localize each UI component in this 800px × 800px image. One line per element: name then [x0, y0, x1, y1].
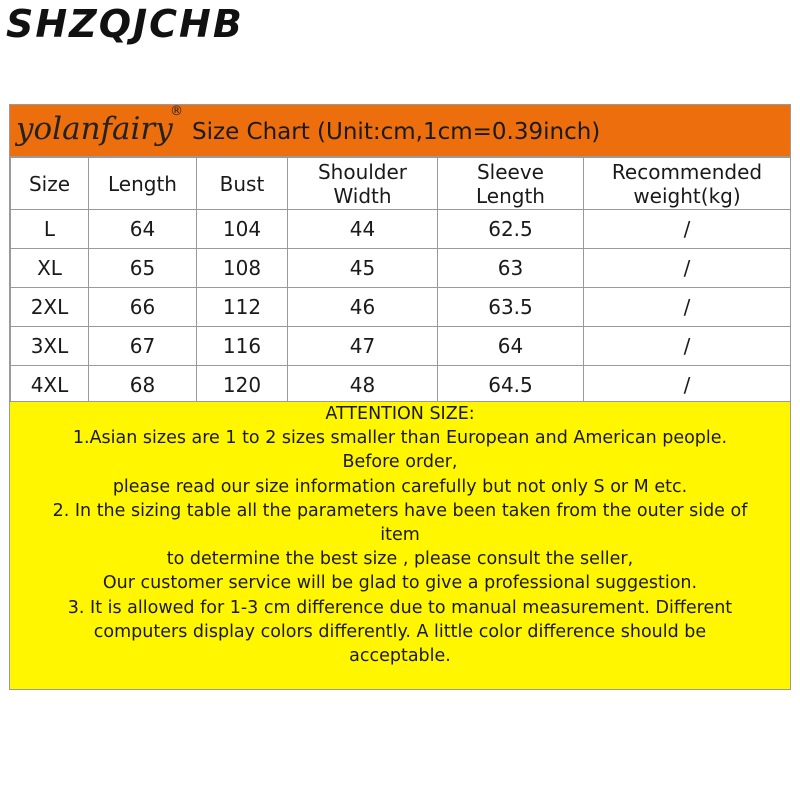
cell-length: 68 [89, 366, 197, 405]
attention-line: acceptable. [349, 646, 451, 667]
attention-line: 3. It is allowed for 1-3 cm difference due to manual measurement. Different [67, 597, 733, 618]
cell-shoulder: 44 [288, 210, 438, 249]
cell-size: 3XL [11, 327, 89, 366]
table-row [11, 249, 791, 288]
table-row [11, 366, 791, 405]
yolanfairy-logo: yolanfairy [16, 111, 173, 147]
cell-weight: / [584, 249, 791, 288]
cell-size: XL [11, 249, 89, 288]
cell-size: L [11, 210, 89, 249]
attention-heading: ATTENTION SIZE: [325, 404, 475, 424]
cell-weight: / [584, 210, 791, 249]
table-row [11, 288, 791, 327]
cell-sleeve: 64.5 [438, 366, 584, 405]
attention-line: computers display colors differently. A little color difference should be [93, 621, 707, 642]
cell-sleeve: 62.5 [438, 210, 584, 249]
cell-sleeve: 64 [438, 327, 584, 366]
attention-line: please read our size information carefully but not only S or M etc. [112, 476, 688, 497]
brand-name: SHZQJCHB [6, 2, 244, 46]
cell-bust: 112 [197, 288, 288, 327]
chart-header [10, 105, 790, 157]
cell-sleeve: 63 [438, 249, 584, 288]
cell-shoulder: 45 [288, 249, 438, 288]
header-shoulder-width: Shoulder Width [288, 158, 438, 210]
cell-shoulder: 46 [288, 288, 438, 327]
header-sleeve-length: Sleeve Length [438, 158, 584, 210]
cell-length: 67 [89, 327, 197, 366]
table-row [11, 210, 791, 249]
cell-length: 64 [89, 210, 197, 249]
cell-size: 2XL [11, 288, 89, 327]
attention-line: Before order, [342, 452, 458, 473]
attention-line: to determine the best size , please consult the seller, [166, 549, 634, 570]
header-length: Length [89, 158, 197, 210]
header-size: Size [11, 158, 89, 210]
cell-bust: 116 [197, 327, 288, 366]
cell-weight: / [584, 288, 791, 327]
header-recommended-weight: Recommended weight(kg) [584, 158, 791, 210]
chart-title: Size Chart (Unit:cm,1cm=0.39inch) [192, 119, 601, 145]
size-chart [9, 104, 791, 690]
cell-shoulder: 47 [288, 327, 438, 366]
attention-line: 2. In the sizing table all the parameters have been taken from the outer side of [52, 500, 748, 521]
size-table [10, 157, 791, 405]
table-row [11, 327, 791, 366]
cell-bust: 108 [197, 249, 288, 288]
table-header-row [11, 158, 791, 210]
cell-length: 65 [89, 249, 197, 288]
cell-length: 66 [89, 288, 197, 327]
registered-mark-icon: ® [170, 104, 183, 119]
cell-size: 4XL [11, 366, 89, 405]
cell-bust: 104 [197, 210, 288, 249]
attention-notes [10, 401, 790, 689]
cell-bust: 120 [197, 366, 288, 405]
cell-sleeve: 63.5 [438, 288, 584, 327]
attention-line: 1.Asian sizes are 1 to 2 sizes smaller than European and American people. [72, 428, 728, 449]
cell-weight: / [584, 366, 791, 405]
cell-shoulder: 48 [288, 366, 438, 405]
cell-weight: / [584, 327, 791, 366]
attention-line: Our customer service will be glad to give a professional suggestion. [102, 573, 698, 594]
attention-line: item [380, 525, 420, 546]
header-bust: Bust [197, 158, 288, 210]
